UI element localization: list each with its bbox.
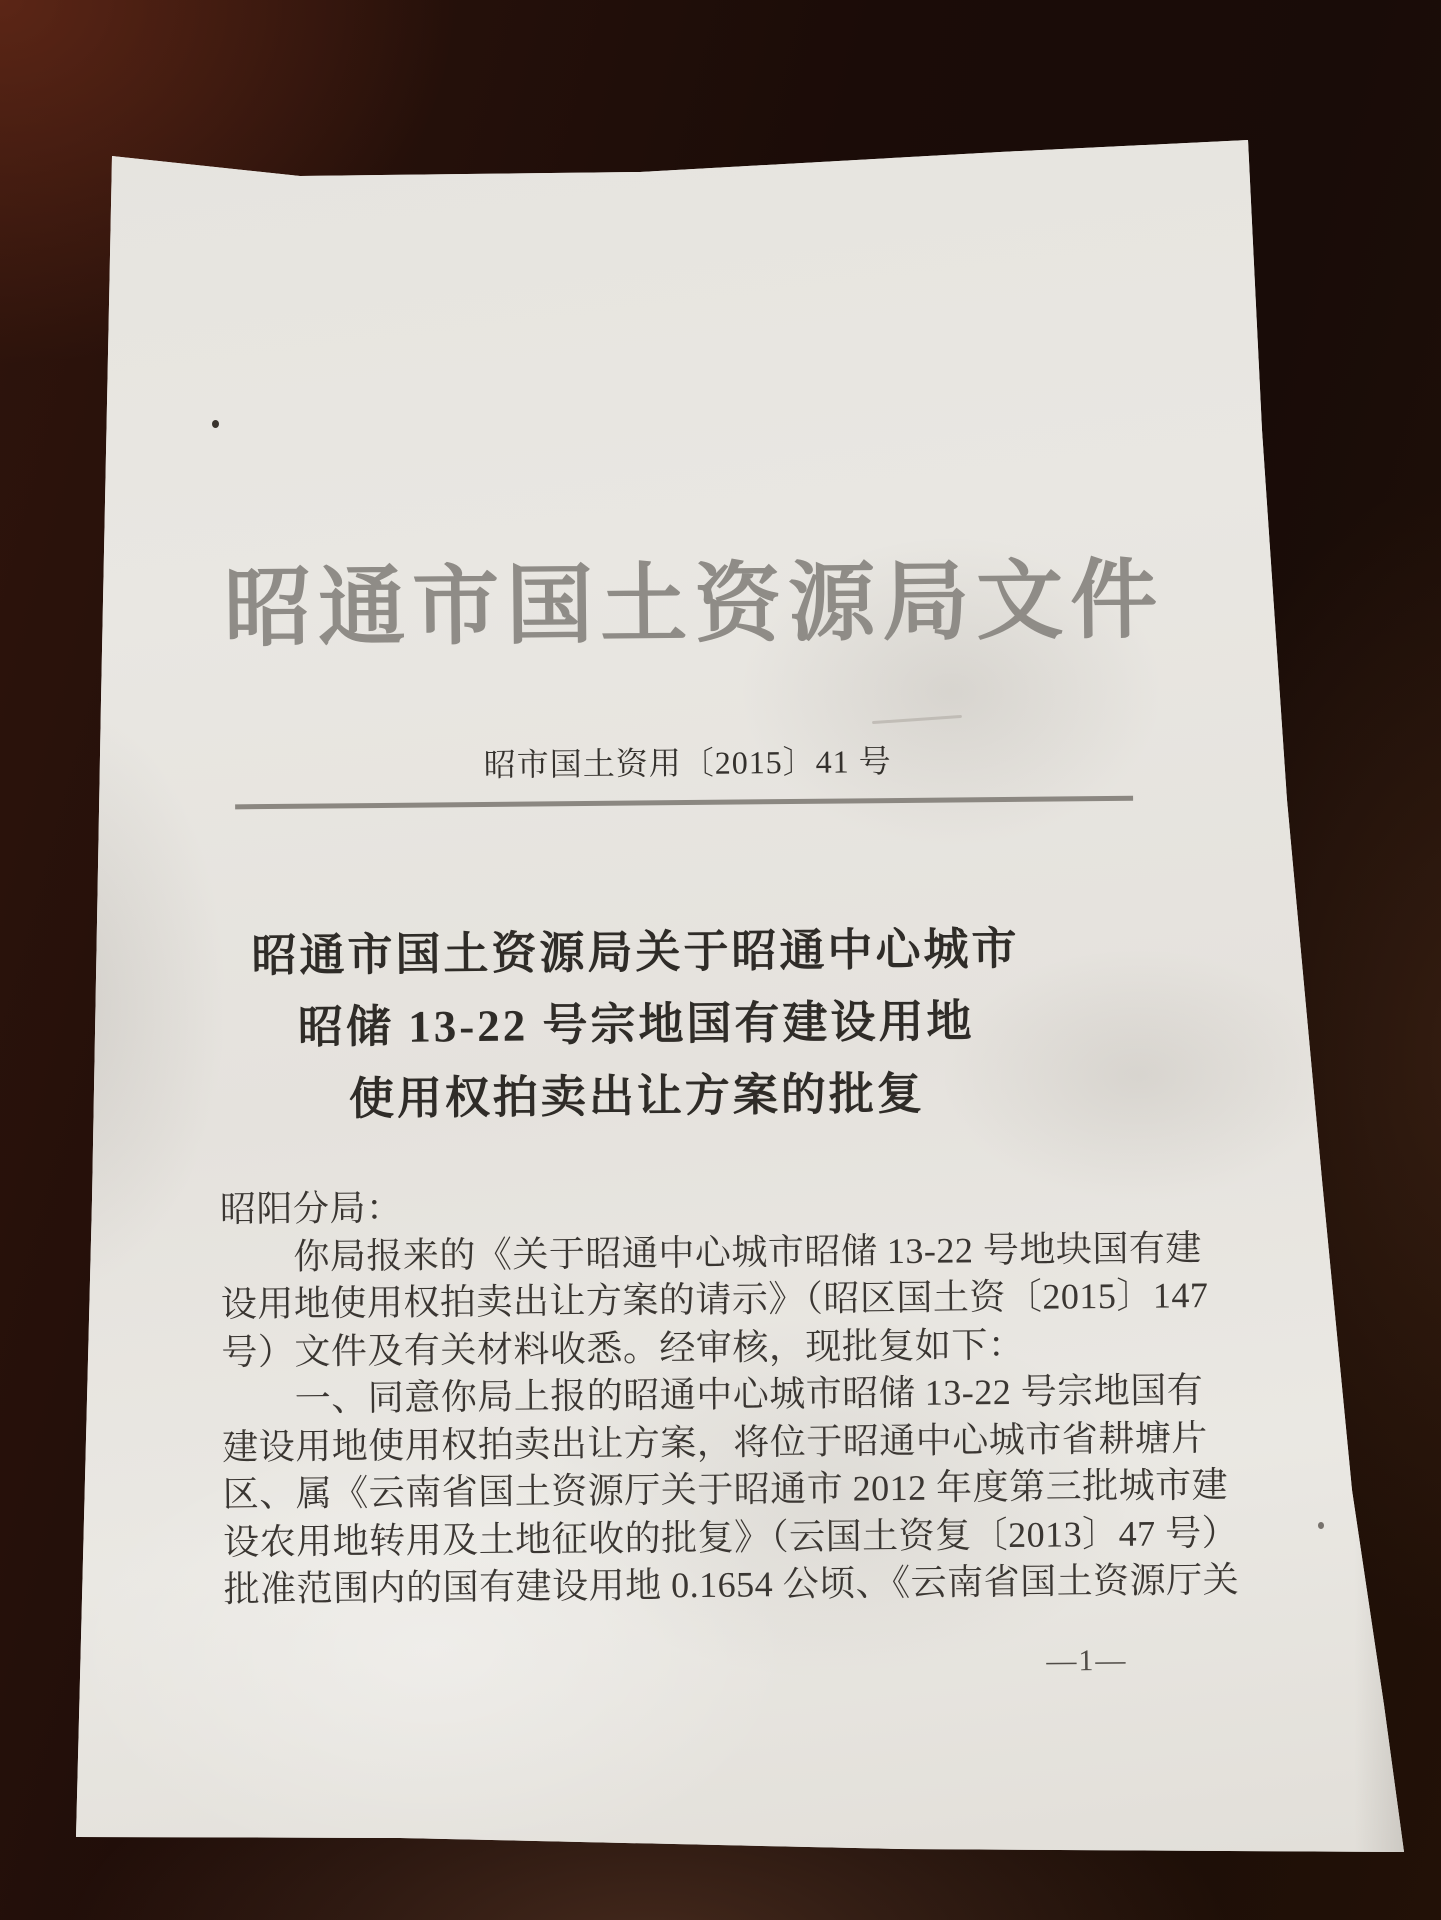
body-line: 设农用地转用及土地征收的批复》（云国土资复〔2013〕47 号） — [222, 1512, 1239, 1563]
body-line: 建设用地使用权拍卖出让方案，将位于昭通中心城市省耕塘片 — [222, 1417, 1208, 1468]
document-reference-number: 昭市国土资用〔2015〕41 号 — [483, 743, 892, 783]
document-title — [165, 912, 1107, 1137]
body-line: 批准范围内的国有建设用地 0.1654 公顷、《云南省国土资源厅关 — [223, 1559, 1240, 1610]
body-line: 区、属《云南省国土资源厅关于昭通市 2012 年度第三批城市建 — [222, 1464, 1229, 1515]
document-title-line-2: 昭储 13-22 号宗地国有建设用地 — [297, 996, 975, 1053]
salutation-line: 昭阳分局： — [219, 1187, 403, 1230]
issuing-agency-masthead: 昭通市国土资源局文件 — [223, 551, 1165, 658]
page-number: —1— — [1046, 1643, 1128, 1678]
body-line: 设用地使用权拍卖出让方案的请示》（昭区国土资〔2015〕147 — [220, 1275, 1209, 1325]
document-title-line-1: 昭通市国土资源局关于昭通中心城市 — [251, 923, 1020, 982]
document-body — [219, 1177, 1240, 1614]
body-line: 号）文件及有关材料收悉。经审核，现批复如下： — [221, 1324, 1025, 1373]
masthead-divider-rule — [235, 796, 1133, 810]
body-line: 一、同意你局上报的昭通中心城市昭储 13-22 号宗地国有 — [221, 1370, 1204, 1420]
document-title-line-3: 使用权拍卖出让方案的批复 — [348, 1068, 926, 1125]
body-line: 你局报来的《关于昭通中心城市昭储 13-22 号地块国有建 — [220, 1227, 1203, 1278]
